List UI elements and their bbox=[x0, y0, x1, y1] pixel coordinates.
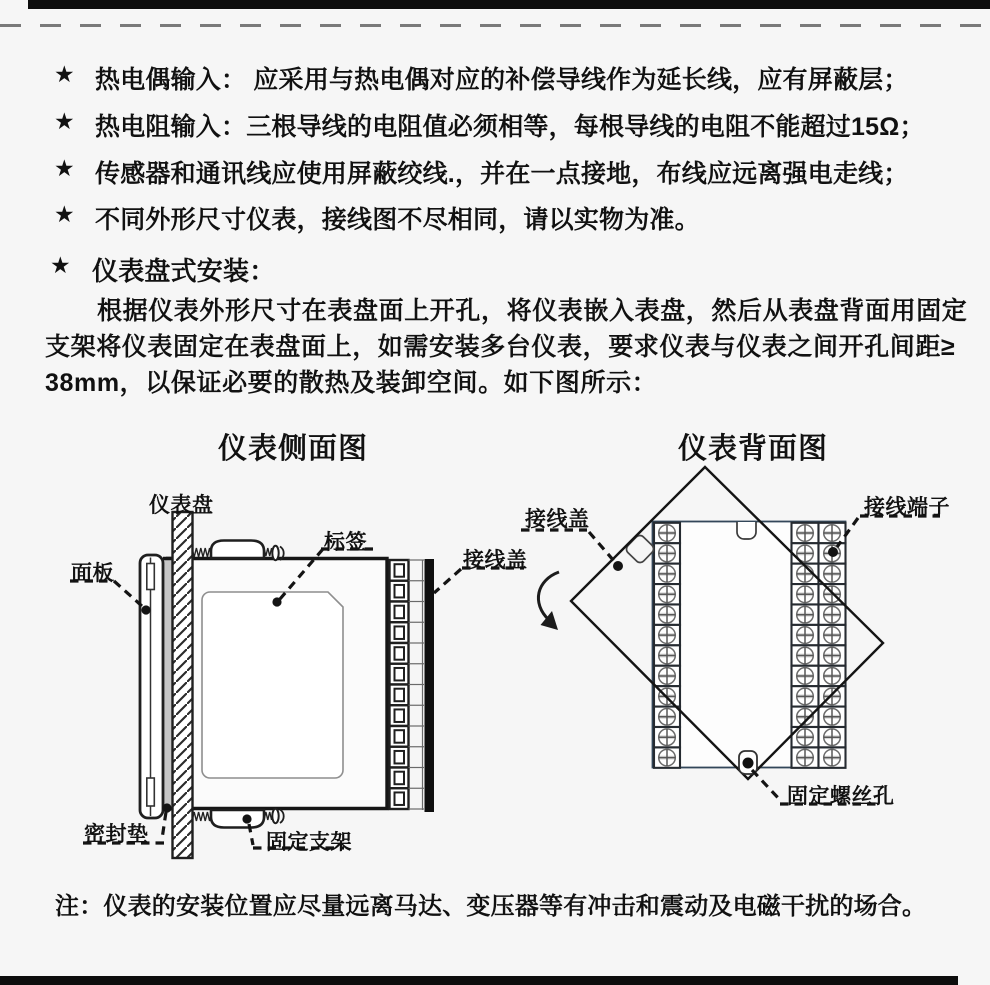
star-icon: ★ bbox=[54, 61, 75, 87]
section-heading bbox=[0, 251, 990, 286]
back-view-title: 仪表背面图 bbox=[678, 433, 829, 465]
bullet-item bbox=[0, 107, 990, 139]
bullet-item bbox=[0, 60, 990, 92]
label-screw-hole: 固定螺丝孔 bbox=[787, 785, 895, 808]
label-terminal-cover-side: 接线盖 bbox=[463, 549, 528, 572]
paragraph-line: 根据仪表外形尺寸在表盘面上开孔，将仪表嵌入表盘，然后从表盘背面用固定 bbox=[97, 297, 968, 325]
paragraph-line: 支架将仪表固定在表盘面上，如需安装多台仪表，要求仪表与仪表之间开孔间距≥ bbox=[45, 333, 956, 361]
star-icon: ★ bbox=[50, 252, 71, 278]
star-icon: ★ bbox=[54, 201, 75, 227]
label-front-panel: 面板 bbox=[71, 562, 114, 585]
side-view-title: 仪表侧面图 bbox=[218, 433, 369, 465]
label-gasket: 密封垫 bbox=[84, 823, 149, 846]
bullet-item bbox=[0, 200, 990, 232]
bullet-item bbox=[0, 154, 990, 186]
gasket-strip bbox=[164, 557, 173, 811]
label-panel-board: 仪表盘 bbox=[149, 494, 214, 517]
label-terminal-block: 接线端子 bbox=[864, 496, 950, 519]
top-dashed-divider bbox=[0, 24, 990, 27]
star-icon: ★ bbox=[54, 108, 75, 134]
terminal-cover-bar bbox=[425, 559, 435, 812]
paragraph-line: 38mm，以保证必要的散热及装卸空间。如下图所示： bbox=[45, 369, 658, 397]
bullet-text: 热电阻输入：三根导线的电阻值必须相等，每根导线的电阻不能超过15Ω； bbox=[95, 113, 925, 141]
installation-note: 注：仪表的安装位置应尽量远离马达、变压器等有冲击和震动及电磁干扰的场合。 bbox=[55, 893, 927, 920]
bullet-text: 热电偶输入： 应采用与热电偶对应的补偿导线作为延长线，应有屏蔽层； bbox=[95, 66, 909, 94]
label-sticker: 标签 bbox=[324, 531, 367, 554]
label-bracket: 固定支架 bbox=[266, 831, 352, 854]
top-edge-bar bbox=[28, 0, 990, 9]
label-terminal-cover-back: 接线盖 bbox=[525, 508, 590, 531]
bullet-text: 不同外形尺寸仪表，接线图不尽相同，请以实物为准。 bbox=[95, 206, 700, 234]
star-icon: ★ bbox=[54, 155, 75, 181]
bullet-text: 传感器和通讯线应使用屏蔽绞线.，并在一点接地，布线应远离强电走线； bbox=[95, 160, 909, 188]
section-title: 仪表盘式安装： bbox=[92, 256, 276, 286]
bottom-edge-bar bbox=[0, 976, 958, 985]
side-view-drawing bbox=[70, 512, 524, 858]
